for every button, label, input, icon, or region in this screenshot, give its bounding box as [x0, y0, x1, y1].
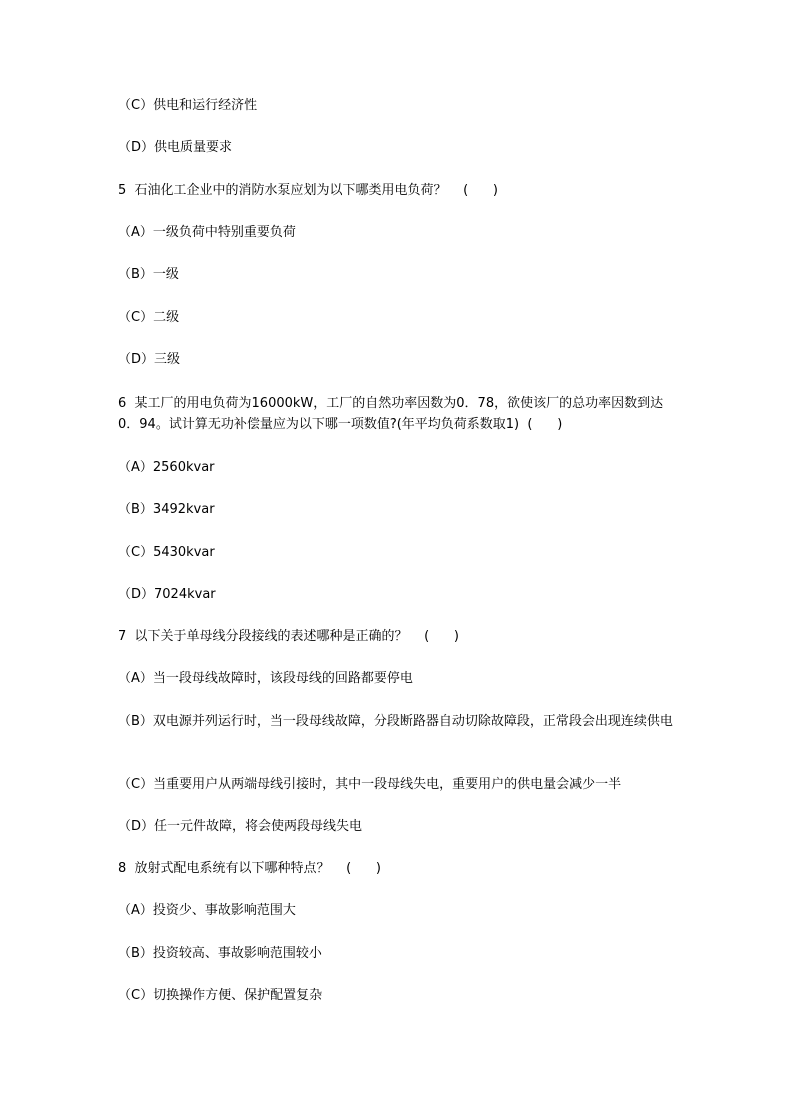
- question-8: 8 放射式配电系统有以下哪种特点？ ( ): [118, 861, 382, 876]
- option-6c: （C）5430kvar: [118, 545, 215, 560]
- option-6a: （A）2560kvar: [118, 460, 215, 475]
- option-7c: （C）当重要用户从两端母线引接时，其中一段母线失电，重要用户的供电量会减少一半: [118, 777, 622, 792]
- option-7d: （D）任一元件故障，将会使两段母线失电: [118, 819, 363, 834]
- option-5b: （B）一级: [118, 267, 179, 282]
- question-7: 7 以下关于单母线分段接线的表述哪种是正确的？ ( ): [118, 629, 460, 644]
- option-5c-prev: （C）供电和运行经济性: [118, 98, 258, 113]
- option-7b: （B）双电源并列运行时，当一段母线故障，分段断路器自动切除故障段，正常段会出现连续供电: [118, 714, 673, 729]
- option-5c: （C）二级: [118, 310, 180, 325]
- option-8a: （A）投资少、事故影响范围大: [118, 903, 296, 918]
- option-d-prev: （D）供电质量要求: [118, 140, 233, 155]
- option-6d: （D）7024kvar: [118, 587, 216, 602]
- option-8c: （C）切换操作方便、保护配置复杂: [118, 988, 323, 1003]
- question-5: 5 石油化工企业中的消防水泵应划为以下哪类用电负荷？ ( ): [118, 183, 499, 198]
- option-5a: （A）一级负荷中特别重要负荷: [118, 225, 296, 240]
- option-8b: （B）投资较高、事故影响范围较小: [118, 946, 322, 961]
- option-5d: （D）三级: [118, 352, 181, 367]
- option-6b: （B）3492kvar: [118, 502, 215, 517]
- question-6: 6 某工厂的用电负荷为16000kW，工厂的自然功率因数为0．78，欲使该厂的总功率因数到达0．94。试计算无功补偿量应为以下哪一项数值?(年平均负荷系数取1) ( ): [118, 396, 664, 432]
- option-7a: （A）当一段母线故障时，该段母线的回路都要停电: [118, 671, 413, 686]
